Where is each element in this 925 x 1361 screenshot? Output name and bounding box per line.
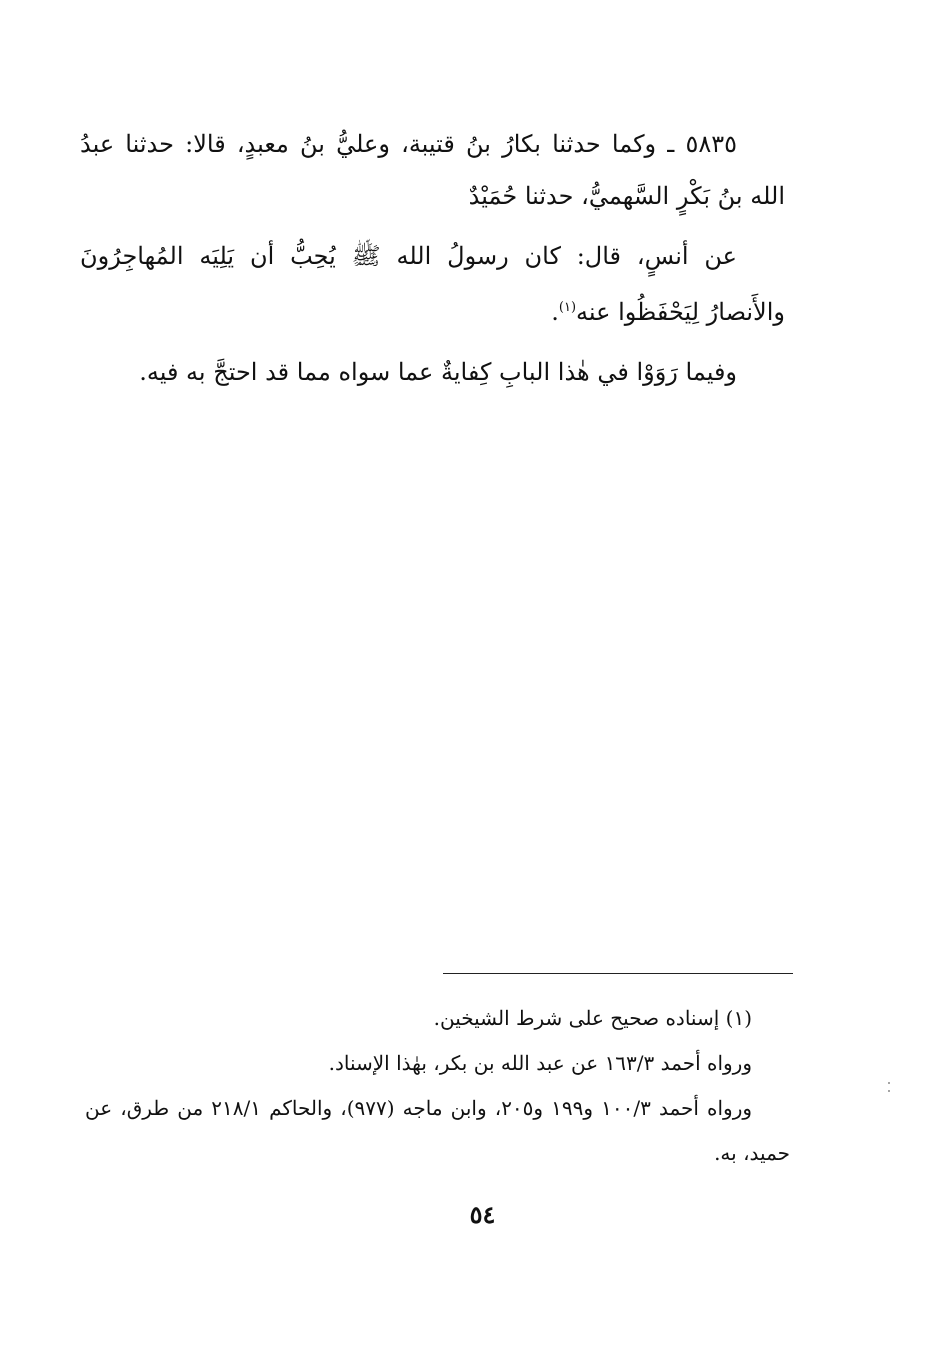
footnote-marker: (١) — [558, 300, 577, 315]
commentary-paragraph: وفيما رَوَوْا في هٰذا البابِ كِفايةٌ عما سواه مما قد احتجَّ به فيه. — [139, 358, 737, 386]
hadith-matn-end: . — [551, 298, 559, 326]
footnote-line-3: ورواه أحمد ١٠٠/٣ و١٩٩ و٢٠٥، وابن ماجه (٩٧٧)، والحاكم ٢١٨/١ من طرق، عن حميد، به. — [85, 1096, 790, 1165]
main-text-block — [80, 118, 785, 406]
hadith-paragraph-matn — [80, 230, 785, 338]
footnote-line-1: (١) إسناده صحيح على شرط الشيخين. — [433, 1006, 752, 1030]
hadith-matn-text: عن أنسٍ، قال: كان رسولُ الله ﷺ يُحِبُّ أن يَلِيَه المُهاجِرُونَ والأَنصارُ لِيَحْفَظُوا عنه — [80, 242, 785, 326]
footnote-line-2: ورواه أحمد ١٦٣/٣ عن عبد الله بن بكر، بهٰذا الإسناد. — [328, 1051, 752, 1075]
scan-speck — [888, 1082, 890, 1084]
footnotes-block — [85, 996, 790, 1176]
footnote-divider — [443, 973, 793, 974]
scan-speck — [888, 1090, 890, 1092]
hadith-paragraph-isnad: ٥٨٣٥ ـ وكما حدثنا بكارُ بنُ قتيبة، وعليُّ بنُ معبدٍ، قالا: حدثنا عبدُ الله بنُ بَكْرٍ السَّهميُّ، حدثنا حُمَيْدٌ — [80, 130, 785, 210]
page-number: ٥٤ — [469, 1200, 496, 1229]
